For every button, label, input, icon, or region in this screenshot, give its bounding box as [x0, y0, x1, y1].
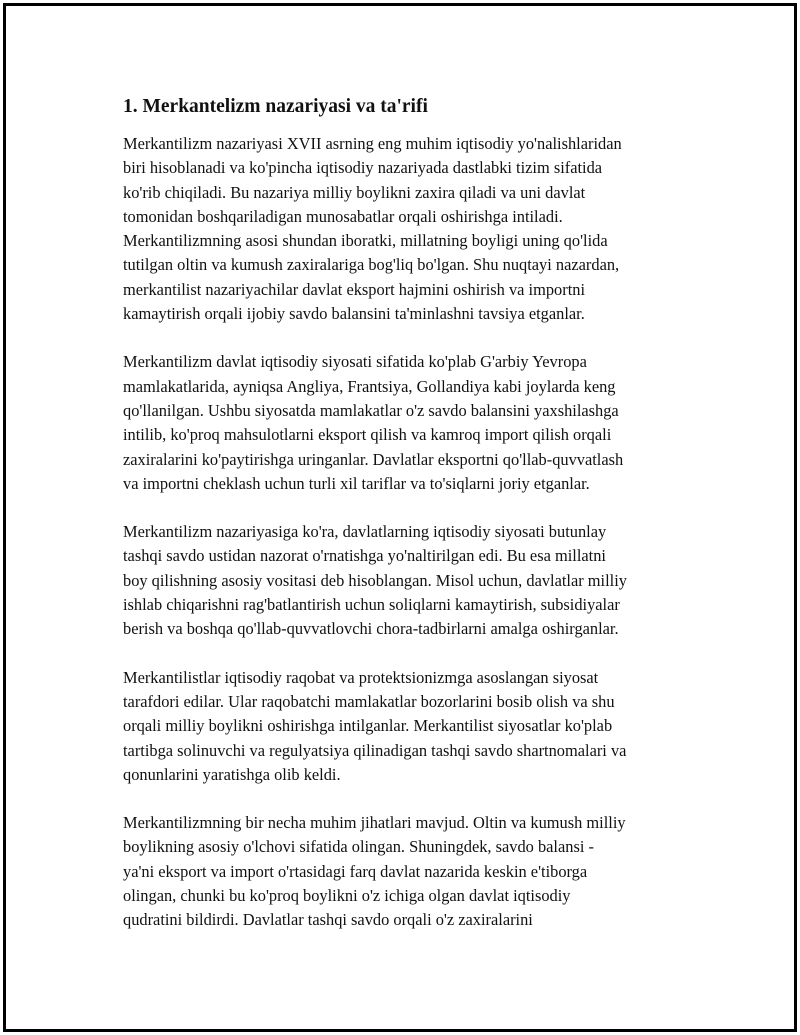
- paragraph-2: Merkantilizm davlat iqtisodiy siyosati sifatida ko'plab G'arbiy Yevropa mamlakatlarida, ayniqsa Angliya, Frantsiya, Gollandiya kabi joylarda keng qo'llanilgan. Ushbu siyosatda mamlakatlar o'z savdo balansini yaxshilashga intilib, ko'proq mahsulotlarni eksport qilish va kamroq import qilish orqali zaxiralarini ko'paytirishga uringanlar. Davlatlar eksportni qo'llab-quvvatlash va importni cheklash uchun turli xil tariflar va to'siqlarni joriy etganlar.: [123, 352, 624, 493]
- page-frame: [3, 3, 797, 1032]
- paragraph-1: Merkantilizm nazariyasi XVII asrning eng muhim iqtisodiy yo'nalishlaridan biri hisoblanadi va ko'pincha iqtisodiy nazariyada dastlabki tizim sifatida ko'rib chiqiladi. Bu nazariya milliy boylikni zaxira qiladi va uni davlat tomonidan boshqariladigan munosabatlar orqali oshirishga intiladi. Merkantilizmning asosi shundan iboratki, millatning boyligi uning qo'lida tutilgan oltin va kumush zaxiralariga bog'liq bo'lgan. Shu nuqtayi nazardan, merkantilist nazariyachilar davlat eksport hajmini oshirish va importni kamaytirish orqali ijobiy savdo balansini ta'minlashni tavsiya etganlar.: [123, 134, 622, 324]
- paragraph-4: Merkantilistlar iqtisodiy raqobat va protektsionizmga asoslangan siyosat tarafdori edilar. Ular raqobatchi mamlakatlar bozorlarini bosib olish va shu orqali milliy boylikni oshirishga intilganlar. Merkantilist siyosatlar ko'plab tartibga solinuvchi va regulyatsiya qilinadigan tashqi savdo shartnomalari va qonunlarini yaratishga olib keldi.: [123, 667, 627, 784]
- section-heading: 1. Merkantelizm nazariyasi va ta'rifi: [123, 96, 428, 117]
- document-body: [123, 94, 693, 957]
- paragraph-3: Merkantilizm nazariyasiga ko'ra, davlatlarning iqtisodiy siyosati butunlay tashqi savdo ustidan nazorat o'rnatishga yo'naltirilgan edi. Bu esa millatni boy qilishning asosiy vositasi deb hisoblangan. Misol uchun, davlatlar milliy ishlab chiqarishni rag'batlantirish uchun soliqlarni kamaytirish, subsidiyalar berish va boshqa qo'llab-quvvatlovchi chora-tadbirlarni amalga oshirganlar.: [123, 522, 627, 639]
- paragraph-5: Merkantilizmning bir necha muhim jihatlari mavjud. Oltin va kumush milliy boylikning asosiy o'lchovi sifatida olingan. Shuningdek, savdo balansi - ya'ni eksport va import o'rtasidagi farq davlat nazarida keskin e'tiborga olingan, chunki bu ko'proq boylikni o'z ichiga olgan davlat iqtisodiy qudratini bildirdi. Davlatlar tashqi savdo orqali o'z zaxiralarini: [123, 813, 626, 930]
